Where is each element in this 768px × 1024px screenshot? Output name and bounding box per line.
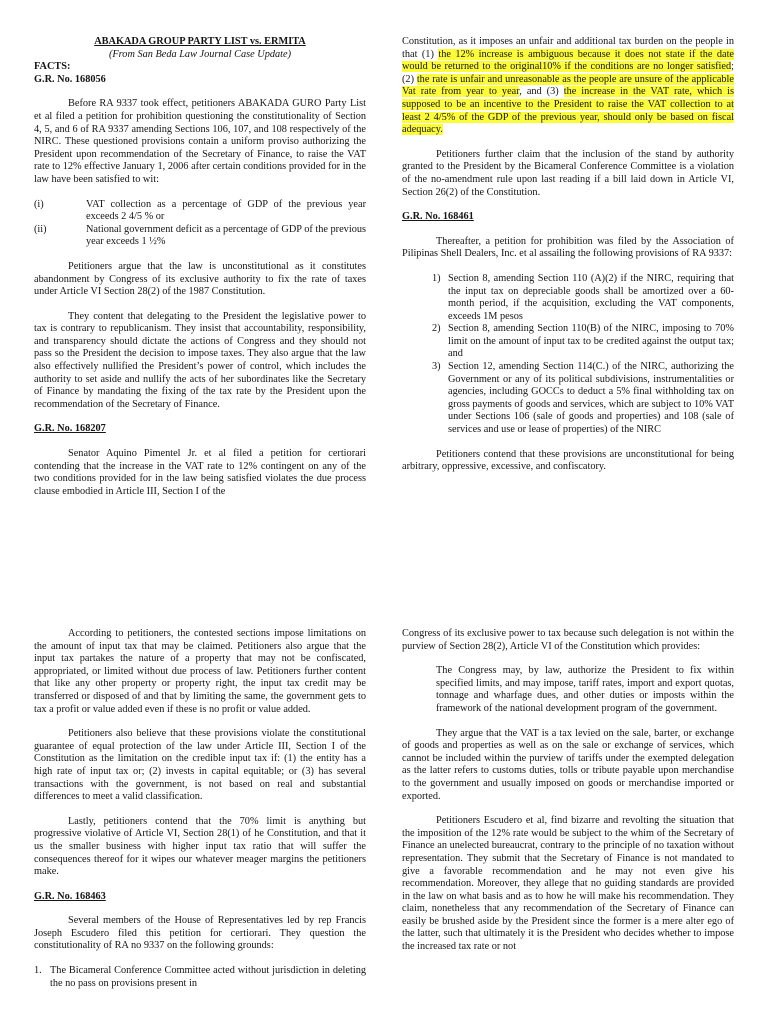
paragraph: Petitioners contend that these provisions are unconstitutional for being arbitrary, oppressive, excessive, and confiscatory. (402, 448, 734, 473)
list-marker: 2) (432, 323, 441, 335)
paragraph: Thereafter, a petition for prohibition was filed by the Association of Pilipinas Shell Dealers, Inc. et al assailing the following provisions of RA 9337: (402, 235, 734, 260)
list-marker: (ii) (34, 223, 47, 235)
case-number-168207: G.R. No. 168207 (34, 423, 106, 435)
text-run: ; (2) (402, 61, 734, 85)
case-number-168461: G.R. No. 168461 (402, 211, 474, 223)
list-item (34, 199, 366, 224)
list-item-text: VAT collection as a percentage of GDP of the previous year exceeds 2 4/5 % or (86, 198, 366, 223)
grounds-list (34, 965, 366, 990)
paragraph: They content that delegating to the President the legislative power to tax is contrary to republicanism. They insist that accountability, responsibility, and transparency should dictate the actions of Congress and they should not pass so the President the decision to impose taxes. They also argue that the law also effectively nullified the President’s power of control, which includes the authority to set aside and nullify the acts of her subordinates like the Secretary of Finance by mandating the fixing of the tax rate by the President upon the recommendation of the Secretary of Finance. (34, 310, 366, 410)
paragraph: According to petitioners, the contested sections impose limitations on the amount of input tax that may be claimed. Petitioners also argue that the input tax partakes the nature of a property that may not be confiscated, appropriated, or limited without due process of law. Petitioners further content that like any other property or property right, the input tax credit may be transferred or disposed of and that by limiting the same, the government gets to tax a profit or value added even if these is no profit or value added. (34, 628, 366, 715)
list-item-text: Section 8, amending Section 110 (A)(2) if the NIRC, requiring that the input tax on depreciable goods shall be amortized over a 60-month period, if the acquisition, excluding the VAT components, exceeds 1M pesos (448, 272, 734, 322)
list-marker: 1) (432, 272, 441, 284)
paragraph: Petitioners also believe that these provisions violate the constitutional guarantee of equal protection of the law under Article III, Section I of the Constitution as the limitation on the credible input tax if: (1) the entity has a high rate of input tax or; (2) invests in capital equitable; or (3) has several transactions with the government, is not based on real and substantial differences to meet a valid classification. (34, 728, 366, 803)
paragraph: Lastly, petitioners contend that the 70% limit is anything but progressive violative of Article VI, Section 28(1) of he Constitution, and that it us the smaller business with higher input tax ratio that will suffer the consequences thereof for it wipes our whatever meager margins the petitioners make. (34, 815, 366, 878)
text-run: , and (3) (519, 86, 564, 98)
list-item (432, 361, 734, 437)
facts-heading: FACTS: (34, 61, 71, 73)
paragraph: Before RA 9337 took effect, petitioners ABAKADA GURO Party List et al filed a petition for prohibition questioning the constitutionality of Section 4, 5, and 6 of RA 9337 amending Sections 106, 107, and 108 respectively of the NIRC. These questioned provisions contain a uniform proviso authorizing the President upon recommendation of the Secretary of Finance, to raise the VAT rate to 12% effective January 1, 2006 after certain conditions provided for in the law have been satisfied to wit: (34, 98, 366, 185)
document-title: ABAKADA GROUP PARTY LIST vs. ERMITA (94, 36, 306, 47)
paragraph: They argue that the VAT is a tax levied on the sale, barter, or exchange of goods and properties as well as on the sale or exchange of services, which cannot be included within the purview of tariffs under the exempted delegation as the latter refers to customs duties, tolls or tribute payable upon merchandise to the government and usually imposed on goods or merchandise imported or exported. (402, 727, 734, 802)
list-item (432, 273, 734, 323)
list-marker: 1. (34, 965, 42, 977)
list-item-text: Section 8, amending Section 110(B) of the NIRC, imposing to 70% limit on the amount of input tax to be credited against the output tax; and (448, 323, 734, 360)
case-number-168056: G.R. No. 168056 (34, 73, 106, 85)
highlighted-text: the increase in the VAT rate, which is supposed to be an incentive to the President to raise the VAT collection to at least 2 4/5% of the GDP of the previous year, should only be based on fiscal adequacy. (402, 86, 734, 136)
paragraph-with-highlights (402, 36, 734, 137)
list-marker: (i) (34, 198, 44, 210)
provisions-list (432, 273, 734, 437)
block-quote: The Congress may, by law, authorize the President to fix within specified limits, and may impose, tariff rates, import and export quotas, tonnage and wharfage dues, and other duties or imposts within the framework of the national development program of the government. (436, 665, 734, 714)
list-marker: 3) (432, 361, 441, 373)
paragraph: Petitioners further claim that the inclusion of the stand by authority granted to the President by the Bicameral Conference Committee is a violation of the no-amendment rule upon last reading if a bill laid down in Article VI, Section 26(2) of the Constitution. (402, 148, 734, 198)
list-item (34, 224, 366, 249)
paragraph: Several members of the House of Representatives led by rep Francis Joseph Escudero filed this petition for certiorari. They question the constitutionality of RA no 9337 on the following grounds: (34, 915, 366, 952)
list-item-text: Section 12, amending Section 114(C.) of the NIRC, authorizing the Government or any of its political subdivisions, instrumentalities or agencies, including GOCCs to deduct a 5% final withholding tax on gross payments of goods and services, which are subject to 10% VAT under Sections 106 (sale of goods and properties) and 108 (sale of services and use or lease of properties) of the NIRC (448, 361, 734, 436)
page2-right-column (402, 628, 734, 966)
page2-left-column (34, 628, 366, 1002)
page1-left-column (34, 36, 366, 510)
paragraph: Petitioners Escudero et al, find bizarre and revolting the situation that the imposition of the 12% rate would be subject to the whim of the Secretary of Finance an unelected bureaucrat, contrary to the principle of no taxation without representation. They submit that the Secretary of Finance is not mandated to give a favorable recommendation and he may not even give his recommendation. Moreover, they allege that no guiding standards are provided in the law on what basis and as to how he will make his recommendation. They claim, nonetheless that any recommendation of the Secretary of Finance can easily be brushed aside by the President since the former is a mere alter ego of the latter, such that ultimately it is the President who decides whether to impose the increased tax rate or not (402, 815, 734, 953)
list-item-text: National government deficit as a percentage of GDP of the previous year exceeds 1 ½% (86, 223, 366, 248)
list-item (34, 965, 366, 990)
list-item (432, 323, 734, 361)
conditions-list (34, 199, 366, 249)
paragraph: Petitioners argue that the law is unconstitutional as it constitutes abandonment by Congress of its exclusive authority to fix the rate of taxes under Article VI Section 28(2) of the 1987 Constitution. (34, 260, 366, 298)
document-subtitle: (From San Beda Law Journal Case Update) (108, 48, 292, 60)
highlighted-text: the rate is unfair and unreasonable as the people are unsure of the applicable Vat rate from year to year (402, 73, 734, 98)
page1-right-column (402, 36, 734, 486)
page-gap (0, 560, 768, 620)
paragraph: Senator Aquino Pimentel Jr. et al filed a petition for certiorari contending that the increase in the VAT rate to 12% contingent on any of the two conditions provided for in the law being satisfied violates the due process clause embodied in Article III, Section I of the (34, 448, 366, 497)
text-run: Constitution, as it imposes an unfair and additional tax burden on the people in that (1) (402, 36, 734, 60)
list-item-text: The Bicameral Conference Committee acted without jurisdiction in deleting the no pass on provisions present in (50, 965, 366, 989)
paragraph: Congress of its exclusive power to tax because such delegation is not within the purview of Section 28(2), Article VI of the Constitution which provides: (402, 628, 734, 652)
case-number-168463: G.R. No. 168463 (34, 890, 106, 902)
highlighted-text: the 12% increase is ambiguous because it does not state if the date would be returned to the original10% if the conditions are no longer satisfied (402, 48, 734, 73)
